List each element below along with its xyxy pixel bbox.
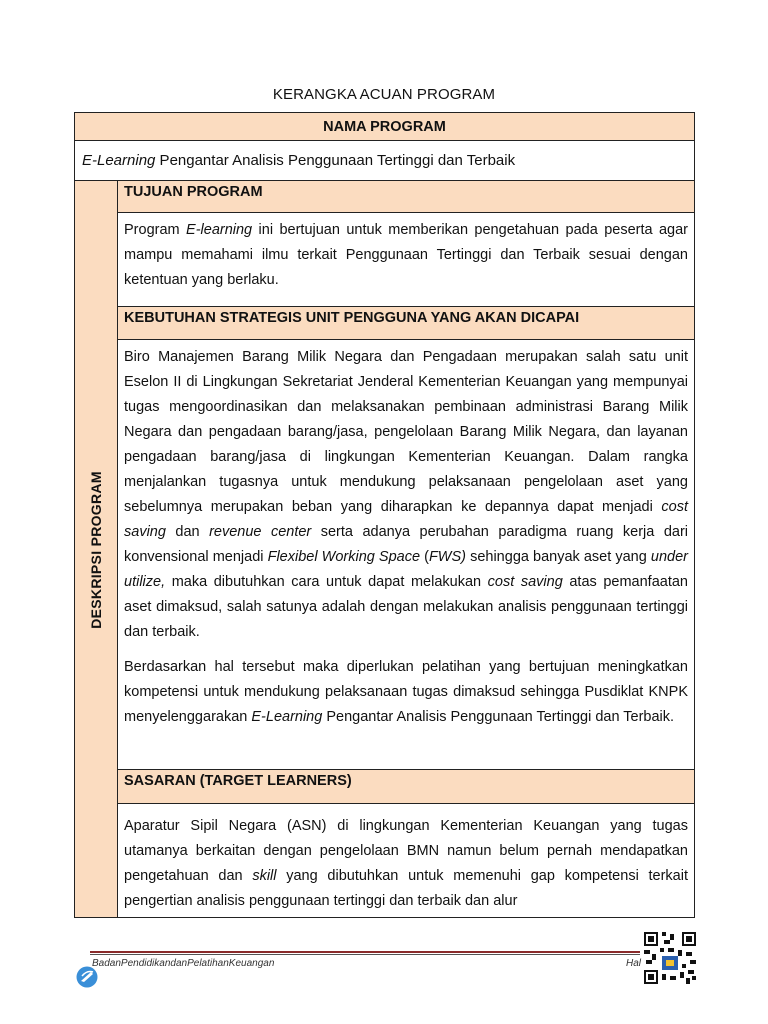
kebutuhan-text: sehingga banyak aset yang	[466, 549, 651, 565]
program-name	[75, 141, 694, 181]
bppk-logo-icon	[76, 966, 98, 988]
kebutuhan-text: atas pemanfaatan aset dimaksud, salah satunya adalah dengan melakukan analisis penggunaan tertinggi dan terbaik.	[124, 574, 693, 640]
footer-rule-thin	[90, 954, 640, 955]
kebutuhan-text: maka dibutuhkan cara untuk dapat melakukan	[165, 574, 488, 590]
document-title: KERANGKA ACUAN PROGRAM	[272, 86, 496, 103]
kebutuhan-text: Pengantar Analisis Penggunaan Tertinggi dan Terbaik.	[322, 709, 675, 725]
sasaran-body	[118, 804, 694, 918]
kebutuhan-text: (	[420, 549, 429, 565]
program-name-rest: Pengantar Analisis Penggunaan Tertinggi dan Terbaik	[155, 152, 516, 169]
footer-page-label: Hal	[626, 958, 642, 969]
side-label: DESKRIPSI PROGRAM	[88, 471, 104, 629]
sasaran-text: yang dibutuhkan untuk memenuhi gap kompetensi terkait pengertian analisis penggunaan tertinggi dan terbaik dan alur	[124, 868, 693, 909]
tujuan-text-2: ini bertujuan untuk memberikan pengetahuan pada peserta agar mampu memahami ilmu terkait Penggunaan Tertinggi dan Terbaik sesuai dengan ketentuan yang berlaku.	[124, 222, 688, 288]
sasaran-header: SASARAN (TARGET LEARNERS)	[118, 770, 694, 804]
kebutuhan-italic: FWS)	[428, 549, 466, 565]
tujuan-body	[118, 213, 694, 307]
sasaran-text: Aparatur Sipil Negara (ASN) di lingkungan Kementerian Keuangan yang tugas utamanya berkaitan dengan pengelolaan BMN namun belum pernah mendapatkan pengetahuan dan	[124, 818, 693, 884]
tujuan-header: TUJUAN PROGRAM	[118, 181, 694, 213]
tujuan-text-1: Program	[124, 222, 187, 238]
kebutuhan-text: serta adanya perubahan paradigma ruang kerja dari konvensional menjadi	[124, 524, 693, 565]
program-table	[74, 112, 695, 918]
kebutuhan-text: Berdasarkan hal tersebut maka diperlukan pelatihan yang bertujuan meningkatkan kompetensi untuk mendukung pelaksanaan tugas dimaksud sehingga Pusdiklat KNPK menyelenggarakan	[124, 659, 693, 725]
kebutuhan-header: KEBUTUHAN STRATEGIS UNIT PENGGUNA YANG AKAN DICAPAI	[118, 307, 694, 340]
kebutuhan-italic: revenue center	[209, 524, 312, 540]
description-content	[118, 181, 694, 918]
footer-rule	[90, 951, 640, 953]
sasaran-italic: skill	[252, 868, 277, 884]
side-label-cell	[75, 181, 118, 918]
kebutuhan-italic: under utilize,	[124, 549, 688, 590]
sasaran-paragraph	[124, 814, 693, 914]
kebutuhan-paragraph-1	[124, 345, 693, 645]
kebutuhan-paragraph-2	[124, 655, 693, 730]
kebutuhan-italic: cost saving	[124, 499, 688, 540]
kebutuhan-text: Biro Manajemen Barang Milik Negara dan Pengadaan merupakan salah satu unit Eselon II di Lingkungan Sekretariat Jenderal Kementerian Keuangan yang mempunyai tugas mengoordinasikan dan melaksanakan pembinaan administrasi Barang Milik Negara dan pengadaan barang/jasa, pengelolaan Barang Milik Negara, dan layanan pengadaan barang/jasa di lingkungan Kementerian Keuangan. Dalam rangka menjalankan tugasnya untuk mendukung pelaksanaan pengelolaan aset yang sebelumnya merupakan beban yang diharapkan ke depannya dapat menjadi	[124, 349, 693, 515]
kebutuhan-italic: E-Learning	[251, 709, 323, 725]
kebutuhan-body	[118, 340, 694, 770]
nama-program-header: NAMA PROGRAM	[75, 113, 694, 141]
kebutuhan-text: dan	[165, 524, 210, 540]
kebutuhan-italic: cost saving	[487, 574, 563, 590]
program-name-italic: E-Learning	[82, 152, 156, 169]
tujuan-paragraph	[124, 218, 688, 293]
kebutuhan-italic: Flexibel Working Space	[267, 549, 421, 565]
qr-code-icon	[642, 930, 698, 986]
tujuan-text-italic: E-learning	[186, 222, 253, 238]
description-section	[75, 181, 694, 918]
footer-org: BadanPendidikandanPelatihanKeuangan	[92, 958, 275, 969]
